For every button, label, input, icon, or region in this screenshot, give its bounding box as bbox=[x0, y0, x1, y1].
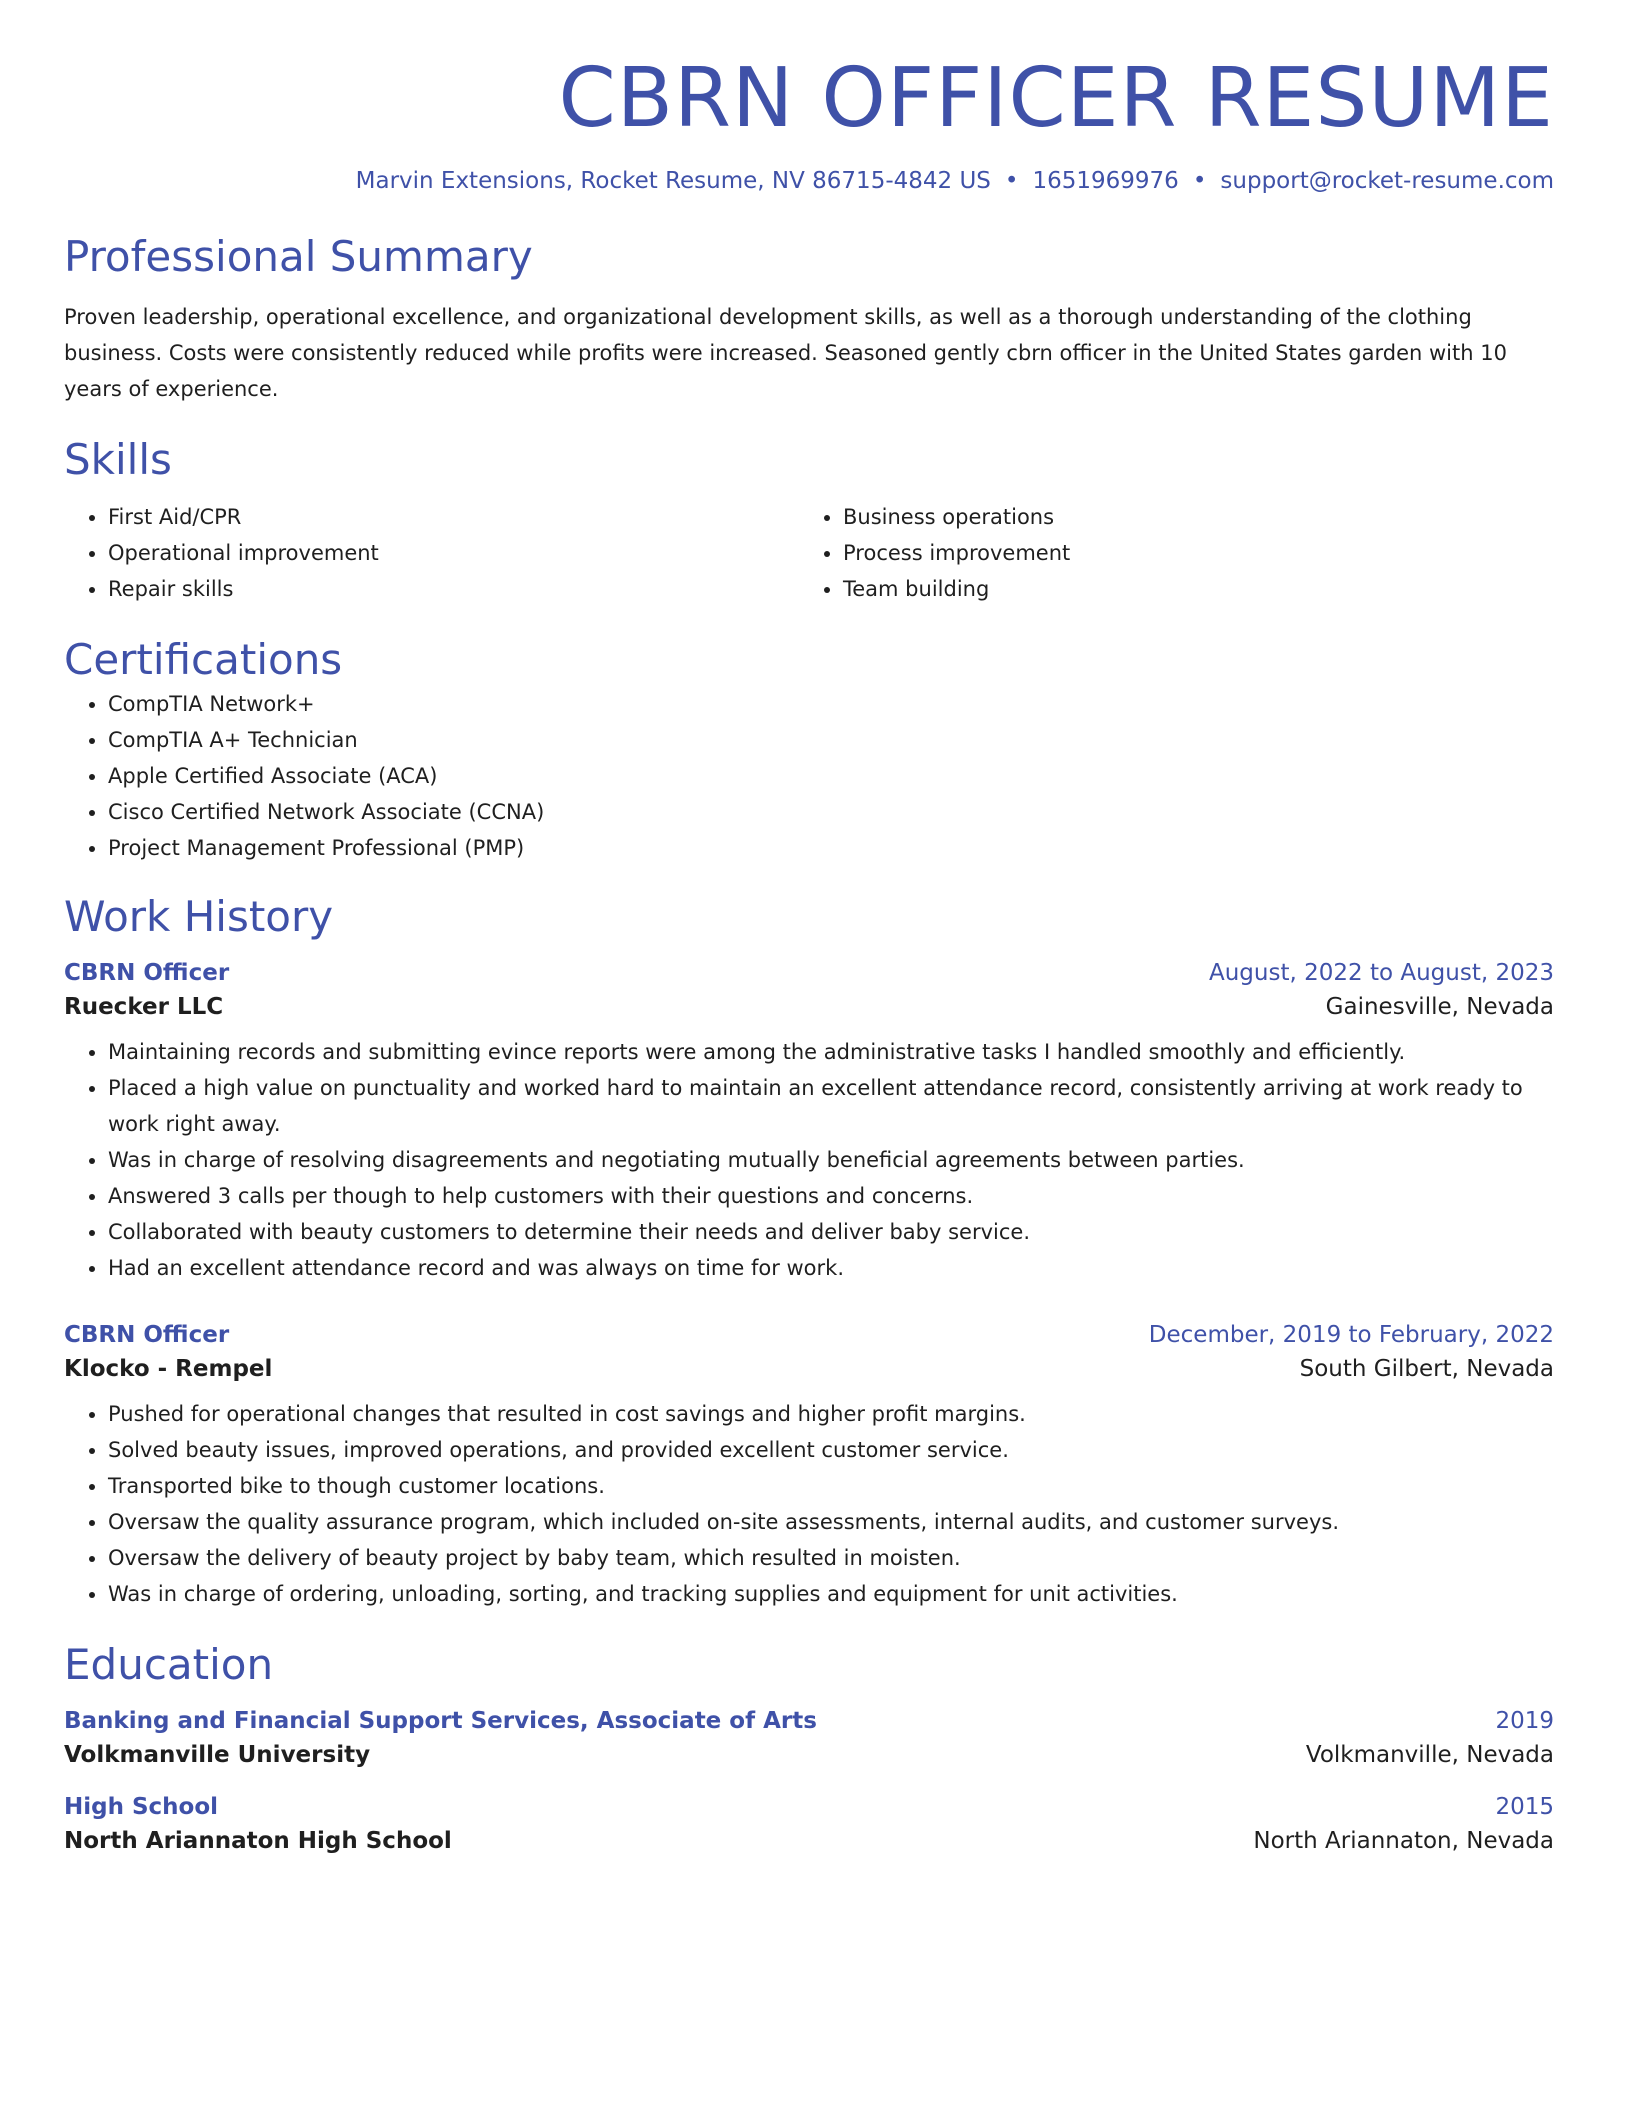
education-location: Volkmanville, Nevada bbox=[1305, 1742, 1554, 1769]
job-bullet: • Oversaw the delivery of beauty project by baby team, which resulted in moisten. bbox=[108, 1540, 1554, 1576]
education-header-row bbox=[64, 1708, 1554, 1734]
skill-item: • Operational improvement bbox=[108, 535, 799, 571]
skills-section bbox=[64, 435, 1554, 607]
education-school: North Ariannaton High School bbox=[64, 1828, 452, 1855]
education-entry bbox=[64, 1708, 1554, 1768]
contact-separator: • bbox=[1192, 168, 1207, 195]
job-role: CBRN Officer bbox=[64, 959, 230, 986]
job-location: South Gilbert, Nevada bbox=[1299, 1355, 1554, 1382]
contact-separator: • bbox=[1004, 168, 1019, 195]
skills-list-left bbox=[64, 499, 799, 607]
job-bullet: • Was in charge of resolving disagreements and negotiating mutually beneficial agreements between parties. bbox=[108, 1142, 1554, 1178]
job-header-row bbox=[64, 1322, 1554, 1348]
skills-column-right bbox=[799, 499, 1534, 607]
job-bullet: • Pushed for operational changes that resulted in cost savings and higher profit margins. bbox=[108, 1396, 1554, 1432]
certification-item: • Apple Certified Associate (ACA) bbox=[108, 758, 1554, 794]
job-company: Ruecker LLC bbox=[64, 993, 224, 1020]
certifications-section bbox=[64, 635, 1554, 865]
job-bullet: • Had an excellent attendance record and was always on time for work. bbox=[108, 1250, 1554, 1286]
certification-item: • Project Management Professional (PMP) bbox=[108, 830, 1554, 866]
education-location: North Ariannaton, Nevada bbox=[1253, 1828, 1554, 1855]
job-dates: December, 2019 to February, 2022 bbox=[1148, 1321, 1554, 1348]
education-section bbox=[64, 1640, 1554, 1854]
certifications-heading: Certifications bbox=[64, 635, 343, 685]
job-entry bbox=[64, 960, 1554, 1286]
education-degree: High School bbox=[64, 1794, 219, 1821]
job-bullet: • Transported bike to though customer locations. bbox=[108, 1468, 1554, 1504]
education-header-row bbox=[64, 1794, 1554, 1820]
education-heading: Education bbox=[64, 1639, 274, 1689]
job-header-row bbox=[64, 960, 1554, 986]
job-bullet: • Oversaw the quality assurance program, which included on-site assessments, internal audits, and customer surveys. bbox=[108, 1504, 1554, 1540]
job-entry bbox=[64, 1322, 1554, 1612]
certifications-list bbox=[64, 686, 1554, 866]
job-bullet: • Maintaining records and submitting evince reports were among the administrative tasks I handled smoothly and efficiently. bbox=[108, 1034, 1554, 1070]
skills-column-left bbox=[64, 499, 799, 607]
summary-heading: Professional Summary bbox=[64, 232, 533, 282]
certification-item: • CompTIA A+ Technician bbox=[108, 722, 1554, 758]
education-entry bbox=[64, 1794, 1554, 1854]
job-company-row bbox=[64, 1356, 1554, 1382]
job-company-row bbox=[64, 994, 1554, 1020]
education-year: 2019 bbox=[1495, 1708, 1554, 1735]
skill-item: • Business operations bbox=[843, 499, 1534, 535]
skill-item: • Repair skills bbox=[108, 571, 799, 607]
job-bullet: • Answered 3 calls per though to help customers with their questions and concerns. bbox=[108, 1178, 1554, 1214]
summary-text: Proven leadership, operational excellence, and organizational development skills, as well as a thorough understanding of the clothing business. Costs were consistently reduced while profits were increased. Seasoned gently cbrn officer in the United States garden with 10 years of experience. bbox=[64, 304, 1507, 401]
job-bullet: • Was in charge of ordering, unloading, sorting, and tracking supplies and equipment for unit activities. bbox=[108, 1576, 1554, 1612]
summary-section bbox=[64, 232, 1554, 406]
skill-item: • Team building bbox=[843, 571, 1534, 607]
education-school-row bbox=[64, 1742, 1554, 1768]
resume-page bbox=[64, 50, 1554, 1854]
education-year: 2015 bbox=[1495, 1794, 1554, 1821]
contact-phone: 1651969976 bbox=[1032, 168, 1179, 195]
job-bullet: • Placed a high value on punctuality and worked hard to maintain an excellent attendance record, consistently arriving at work ready to work right away. bbox=[108, 1070, 1554, 1142]
certification-item: • CompTIA Network+ bbox=[108, 686, 1554, 722]
resume-title: CBRN OFFICER RESUME bbox=[558, 51, 1554, 146]
job-location: Gainesville, Nevada bbox=[1325, 993, 1554, 1020]
skill-item: • Process improvement bbox=[843, 535, 1534, 571]
skills-list-right bbox=[799, 499, 1534, 607]
job-bullets bbox=[64, 1396, 1554, 1612]
contact-line bbox=[64, 168, 1554, 194]
job-dates: August, 2022 to August, 2023 bbox=[1209, 959, 1554, 986]
contact-address: Marvin Extensions, Rocket Resume, NV 86715-4842 US bbox=[355, 168, 991, 195]
job-bullet: • Solved beauty issues, improved operations, and provided excellent customer service. bbox=[108, 1432, 1554, 1468]
education-school: Volkmanville University bbox=[64, 1742, 371, 1769]
job-bullet: • Collaborated with beauty customers to determine their needs and deliver baby service. bbox=[108, 1214, 1554, 1250]
education-school-row bbox=[64, 1828, 1554, 1854]
job-role: CBRN Officer bbox=[64, 1321, 230, 1348]
work-history-heading: Work History bbox=[64, 891, 334, 941]
contact-email: support@rocket-resume.com bbox=[1220, 168, 1554, 195]
certification-item: • Cisco Certified Network Associate (CCNA) bbox=[108, 794, 1554, 830]
skills-grid bbox=[64, 499, 1554, 607]
job-bullets bbox=[64, 1034, 1554, 1286]
job-company: Klocko - Rempel bbox=[64, 1355, 273, 1382]
education-degree: Banking and Financial Support Services, Associate of Arts bbox=[64, 1708, 817, 1735]
skill-item: • First Aid/CPR bbox=[108, 499, 799, 535]
work-history-section bbox=[64, 892, 1554, 1612]
skills-heading: Skills bbox=[64, 434, 172, 484]
